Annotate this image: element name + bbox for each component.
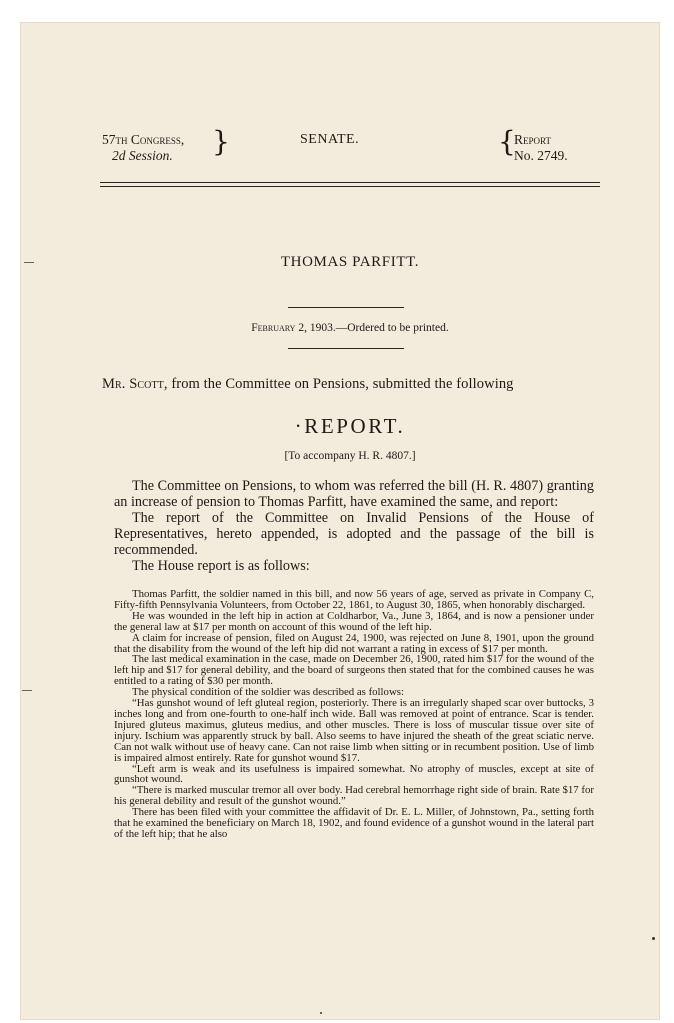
document-content [100, 125, 600, 840]
submission-rest: , from the Committee on Pensions, submitted the following [163, 376, 514, 392]
date-rest: 2, 1903.—Ordered to be printed. [295, 322, 449, 334]
paragraph: A claim for increase of pension, filed on August 24, 1900, was rejected on June 8, 1901, upon the ground that the disability from the wound of the left hip did not warrant a rating in excess of $17 per month. [114, 631, 594, 655]
report-header [100, 125, 600, 170]
chamber-label: SENATE. [300, 132, 360, 147]
paragraph: “Left arm is weak and its usefulness is impaired somewhat. No atrophy of muscles, except at site of gunshot wound. [114, 762, 594, 786]
right-brace: } [212, 125, 230, 158]
paper-speck [320, 1012, 322, 1014]
submission-line [102, 376, 602, 393]
paragraph: He was wounded in the left hip in action at Coldharbor, Va., June 3, 1864, and is now a pensioner under the general law at $17 per month on account of this wound of the left hip. [114, 609, 594, 633]
paragraph: The Committee on Pensions, to whom was referred the bill (H. R. 4807) granting an increase of pension to Thomas Parfitt, have examined the same, and report: [114, 478, 594, 510]
left-brace: { [498, 125, 516, 158]
session-label: 2d Session. [112, 148, 173, 163]
house-report-text [114, 589, 594, 840]
accompany-note: [To accompany H. R. 4807.] [284, 450, 416, 462]
report-heading: ·REPORT. [294, 414, 406, 438]
date-month: February [251, 322, 296, 334]
congress-label: 57th Congress, [102, 132, 185, 147]
title-rule-top [288, 307, 404, 308]
paragraph: The last medical examination in the case, made on December 26, 1900, rated him $17 for the wound of the left hip and $17 for general debility, and the board of surgeons then stated that for the combined causes he was entitled to a rating of $30 per month. [114, 653, 594, 688]
paragraph: The House report is as follows: [132, 558, 310, 574]
senator-name: Mr. Scott [102, 376, 164, 392]
committee-statement [114, 478, 594, 574]
margin-mark [24, 262, 34, 263]
document-page [20, 22, 660, 1020]
margin-mark [22, 690, 32, 691]
print-order-date [100, 322, 600, 334]
document-title: THOMAS PARFITT. [280, 254, 420, 270]
report-number: No. 2749. [514, 148, 568, 163]
paragraph: Thomas Parfitt, the soldier named in this bill, and now 56 years of age, served as private in Company C, Fifty-fifth Pennsylvania Volunteers, from October 22, 1861, to August 30, 1865, when honorably discharged. [114, 588, 594, 611]
paragraph: There has been filed with your committee the affidavit of Dr. E. L. Miller, of Johnstown, Pa., setting forth that he examined the beneficiary on March 18, 1902, and found evidence of a gunshot wound in the lateral part of the left hip; that he also [114, 806, 595, 840]
paragraph: “Has gunshot wound of left gluteal region, posteriorly. There is an irregularly shaped scar over buttocks, 3 inches long and from one-fourth to one-half inch wide. Ball was removed at point of entrance. Scar is tender. Injured gluteus maximus, gluteus medius, and other muscles. There is loss of muscular tissue over site of injury. Ischium was apparently struck by ball. Also seems to have injured the sheath of the great sciatic nerve. Can not walk without use of heavy cane. Can not raise limb when sitting or in recumbent position. Use of limb is impaired almost entirely. Rate for gunshot wound $17. [114, 697, 594, 764]
paragraph: “There is marked muscular tremor all over body. Had cerebral hemorrhage right side of brain. Rate $17 for his general debility and result of the gunshot wound.” [114, 784, 594, 808]
header-rule [100, 182, 600, 187]
title-rule-bottom [288, 348, 404, 349]
paper-speck [652, 937, 655, 940]
paragraph: The physical condition of the soldier was described as follows: [132, 686, 404, 699]
report-label: Report [514, 132, 551, 147]
paragraph: The report of the Committee on Invalid Pensions of the House of Representatives, hereto appended, is adopted and the passage of the bill is recommended. [114, 510, 594, 558]
